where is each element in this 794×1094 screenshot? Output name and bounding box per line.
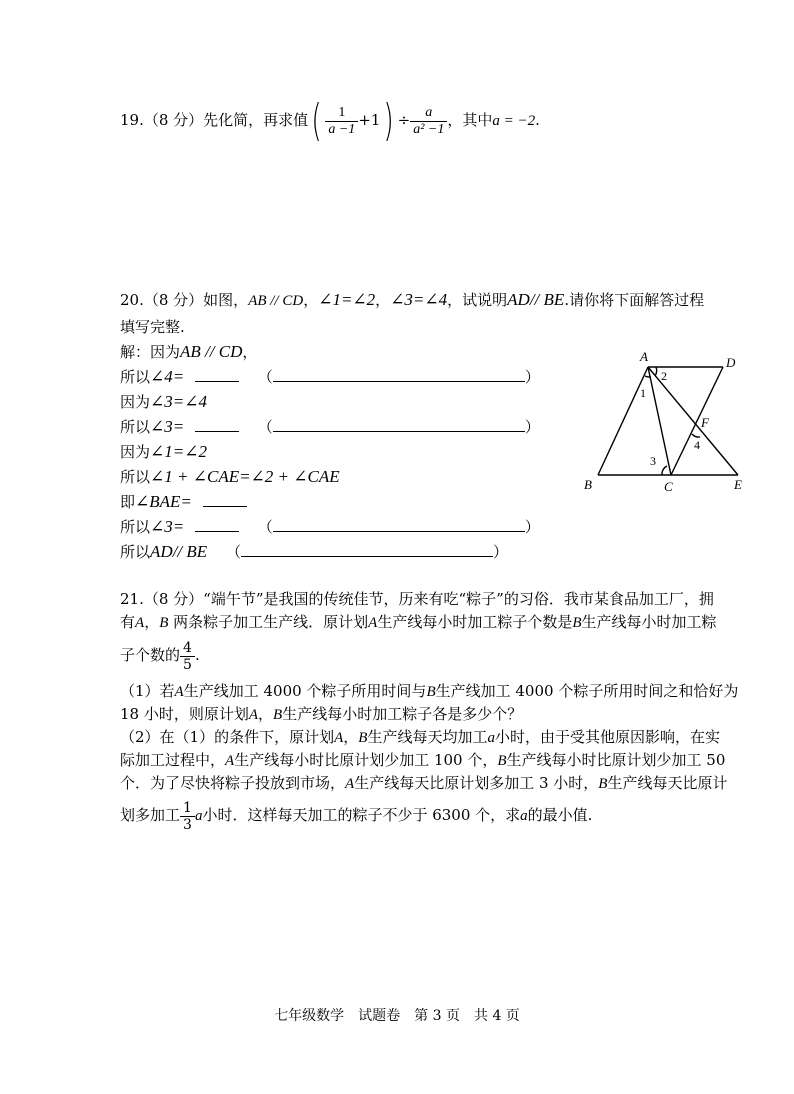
text: ， <box>343 728 359 746</box>
text: 小时，由于受其他原因影响，在实 <box>494 728 720 746</box>
label-e: E <box>734 477 742 492</box>
step-math: ∠1 + ∠CAE=∠2 + ∠CAE <box>150 467 340 486</box>
q20-intro-c: .请你将下面解答过程 <box>564 291 705 309</box>
q19-tail: ，其中 <box>447 111 493 129</box>
var-a-line: A <box>135 615 145 631</box>
paren-close: ） <box>524 368 540 386</box>
step-math: ∠4= <box>150 367 185 386</box>
q20-sep-1: ， <box>303 291 319 309</box>
geometry-figure <box>576 345 756 495</box>
label-d: D <box>726 355 736 370</box>
step-prefix: 所以 <box>120 518 151 536</box>
step-prefix: 所以 <box>120 368 151 386</box>
text: 生产线每小时加工粽子个数是 <box>377 613 573 631</box>
reason-blank[interactable] <box>273 417 525 432</box>
text: 生产线每天比原计划多加工 3 小时， <box>354 774 599 792</box>
paren-open: （ <box>257 368 273 386</box>
var-a-line: A <box>248 707 259 723</box>
text: 子个数的 <box>120 646 181 664</box>
q21-part2-line2 <box>120 750 725 771</box>
step-prefix: 因为 <box>120 393 151 411</box>
angle-label-3: 3 <box>650 454 656 468</box>
text: 生产线加工 4000 个粽子所用时间之和恰好为 <box>435 682 739 700</box>
step-prefix: 所以 <box>120 418 151 436</box>
step-prefix: 即 <box>120 493 136 511</box>
angle-label-4: 4 <box>694 438 700 452</box>
text: 生产线每小时比原计划少加工 50 <box>506 751 726 769</box>
text: 生产线每小时加工粽 <box>581 613 717 631</box>
q20-step-0 <box>120 342 257 362</box>
q20-sep-2: ， <box>375 291 391 309</box>
q20-intro-b: ，试说明 <box>447 291 508 309</box>
segment-ab <box>598 367 648 475</box>
step-math: AB // CD <box>180 342 243 361</box>
q20-intro-line2-text: 填写完整. <box>120 318 185 336</box>
fraction-4-5: $\frac{4}{5}$ <box>180 640 195 673</box>
q21-number: 21. <box>120 590 144 608</box>
q20-step-6 <box>120 492 247 512</box>
q19-score: （8 分） <box>143 111 204 129</box>
q20-intro-line1 <box>120 290 704 311</box>
q19-fraction-2: $\frac{a}{\text{a² −1}}$ <box>410 105 447 138</box>
q21-part1-line2 <box>120 704 522 725</box>
var-a-line: A <box>334 730 344 746</box>
q19-text: 先化简，再求值 <box>203 111 309 129</box>
var-b-line: B <box>497 753 507 769</box>
step-math: AD// BE <box>150 542 208 561</box>
step-math: ∠1=∠2 <box>150 442 207 461</box>
var-a-line: A <box>368 615 378 631</box>
q20-number: 20. <box>120 291 144 309</box>
text: ， <box>144 613 160 631</box>
step-math: ∠3= <box>150 517 185 536</box>
text: ， <box>258 705 274 723</box>
text: 小时．这样每天加工的粽子不少于 6300 个，求 <box>202 806 521 824</box>
text: 个．为了尽快将粽子投放到市场， <box>120 774 346 792</box>
paren-open: （ <box>225 543 241 561</box>
var-a-hours: a <box>194 808 203 824</box>
text: 有 <box>120 613 136 631</box>
q19-end: . <box>535 111 540 129</box>
step-prefix: 解：因为 <box>120 343 181 361</box>
q20-intro-a: 如图， <box>203 291 249 309</box>
label-c: C <box>664 479 673 494</box>
segment-ae <box>648 367 738 475</box>
var-b-line: B <box>572 615 582 631</box>
text: （2）在（1）的条件下，原计划 <box>120 728 335 746</box>
text: 划多加工 <box>120 806 181 824</box>
page-footer: 七年级数学 试题卷 第 3 页 共 4 页 <box>274 1008 520 1024</box>
q21-line1 <box>120 589 714 609</box>
paren-close: ） <box>492 543 508 561</box>
paren-open: （ <box>257 518 273 536</box>
text: 生产线加工 4000 个粽子所用时间与 <box>183 682 427 700</box>
q21-text-1: “端午节”是我国的传统佳节，历来有吃“粽子”的习俗．我市某食品加工厂，拥 <box>203 590 714 608</box>
text: 际加工过程中， <box>120 751 226 769</box>
var-b-line: B <box>426 684 436 700</box>
q21-part2-line4 <box>120 796 592 834</box>
text: 两条粽子加工生产线．原计划 <box>168 613 369 631</box>
var-b-line: B <box>273 707 283 723</box>
q21-part1-line1 <box>120 681 738 702</box>
var-a-hours: a <box>487 730 495 746</box>
angle-label-2: 2 <box>661 369 667 383</box>
label-a: A <box>640 349 648 364</box>
var-b-line: B <box>358 730 368 746</box>
q20-step-8 <box>120 542 508 562</box>
var-a-line: A <box>345 776 355 792</box>
right-paren: ) <box>383 95 395 146</box>
q21-line2 <box>120 612 717 633</box>
q20-goal: AD// BE <box>507 290 565 309</box>
paren-close: ） <box>524 518 540 536</box>
text: 生产线每天均加工 <box>367 728 488 746</box>
step-prefix: 所以 <box>120 468 151 486</box>
reason-blank[interactable] <box>241 542 493 557</box>
step-suffix: ， <box>242 343 258 361</box>
q20-ab-parallel-cd: AB // CD <box>248 293 304 309</box>
fraction-1-3: $\frac{1}{3}$ <box>180 800 195 833</box>
label-b: B <box>584 477 592 492</box>
left-paren: ( <box>311 95 322 146</box>
angle-arc-2 <box>655 367 657 376</box>
q21-line3 <box>120 636 200 674</box>
q19-line <box>120 95 540 146</box>
answer-blank[interactable] <box>203 492 247 507</box>
q19-divide: ÷ <box>397 111 411 129</box>
step-prefix: 因为 <box>120 443 151 461</box>
q20-step-5 <box>120 467 340 487</box>
step-math: ∠3=∠4 <box>150 392 207 411</box>
step-math: ∠BAE= <box>135 492 192 511</box>
var-a-hours: a <box>520 808 528 824</box>
reason-blank[interactable] <box>273 367 525 382</box>
step-math: ∠3= <box>150 417 185 436</box>
q19-condition: a = −2 <box>492 113 536 129</box>
answer-blank[interactable] <box>195 417 239 432</box>
q20-step-2 <box>120 392 207 412</box>
q19-fraction-1: $\frac{1}{a -1}$ <box>325 105 358 138</box>
text: 生产线每小时比原计划少加工 100 个， <box>234 751 498 769</box>
text: . <box>194 646 200 664</box>
reason-blank[interactable] <box>273 517 525 532</box>
q20-angle-3-4: ∠3=∠4 <box>390 290 448 309</box>
angle-label-1: 1 <box>640 386 646 400</box>
q21-part2-line1 <box>120 727 720 748</box>
q20-step-3 <box>120 417 540 437</box>
answer-blank[interactable] <box>195 517 239 532</box>
q19-plus-one: +1 <box>358 111 381 129</box>
text: （1）若 <box>120 682 175 700</box>
paren-close: ） <box>524 418 540 436</box>
angle-arc-4 <box>692 434 700 437</box>
answer-blank[interactable] <box>195 367 239 382</box>
q20-score: （8 分） <box>143 291 204 309</box>
q20-intro-line2 <box>120 317 185 337</box>
q20-angle-1-2: ∠1=∠2 <box>318 290 376 309</box>
segment-dc <box>671 367 723 475</box>
angle-arc-3 <box>662 466 667 475</box>
q21-part2-line3 <box>120 773 727 794</box>
q21-score: （8 分） <box>143 590 204 608</box>
q20-step-4 <box>120 442 207 462</box>
text: 的最小值. <box>527 806 593 824</box>
q20-step-7 <box>120 517 540 537</box>
label-f: F <box>701 415 709 430</box>
q19-number: 19. <box>120 111 144 129</box>
var-a-line: A <box>225 753 235 769</box>
var-a-line: A <box>174 684 184 700</box>
text: 生产线每天比原计 <box>607 774 728 792</box>
var-b-line: B <box>598 776 608 792</box>
text: 18 小时，则原计划 <box>120 705 249 723</box>
var-b-line: B <box>159 615 169 631</box>
text: 生产线每小时加工粽子各是多少个？ <box>282 705 523 723</box>
paren-open: （ <box>257 418 273 436</box>
q20-step-1 <box>120 367 540 387</box>
step-prefix: 所以 <box>120 543 151 561</box>
